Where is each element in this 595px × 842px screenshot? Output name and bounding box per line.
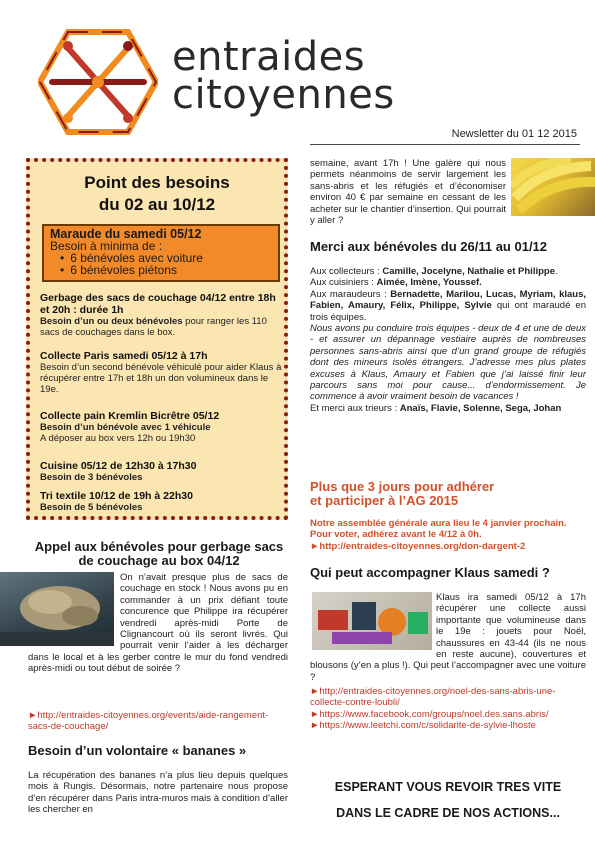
collecte-pain-title: Collecte pain Kremlin Bicrêtre 05/12 <box>40 410 220 422</box>
newsletter-date: Newsletter du 01 12 2015 <box>451 128 577 140</box>
gerbage-rest: pour ranger les 110 sacs de couchages dans le box. <box>40 316 267 338</box>
textile-title: Tri textile 10/12 de 19h à 22h30 <box>40 490 193 502</box>
trieurs-label: Et merci aux trieurs : <box>310 402 400 414</box>
maraude-list <box>50 252 272 276</box>
footer-line-1: ESPERANT VOUS REVOIR TRES VITE <box>334 780 562 794</box>
header-rule <box>310 144 580 145</box>
footer-line-2: DANS LE CADRE DE NOS ACTIONS... <box>336 806 560 820</box>
gerbage-item <box>40 292 284 338</box>
ag-text: Notre assemblée générale aura lieu le 4 janvier prochain. Pour voter, adhérez avant le 4/12 à 0h. <box>310 518 567 540</box>
gerbage-title: Gerbage des sacs de couchage 04/12 entre 18h et 20h : durée 1h <box>40 292 276 316</box>
maraude-title: Maraude du samedi 05/12 <box>50 227 202 241</box>
collecte-paris-item <box>40 350 284 395</box>
needs-title-1: Point des besoins <box>84 173 230 192</box>
ag-title-1: Plus que 3 jours pour adhérer <box>310 479 495 494</box>
bananas-photo <box>511 158 595 216</box>
collecteurs-names: Camille, Jocelyne, Nathalie et Philippe <box>382 266 555 277</box>
maraudeurs-rest: qui ont maraudé en trois équipes. <box>310 300 586 323</box>
bananes-text: La récupération des bananes n’a plus lieu depuis quelques mois à Rungis. Désormais, notre partenaire nous propose d’en récupérer dans Paris intra-muros mais à condition d’aller les chercher en <box>28 770 288 816</box>
collecteurs-label: Aux collecteurs : <box>310 266 383 277</box>
appel-title: Appel aux bénévoles pour gerbage sacs de couchage au box 04/12 <box>34 539 284 568</box>
maraude-subtitle: Besoin à minima de : <box>50 239 163 253</box>
brand-line-1: entraides <box>172 34 366 80</box>
collecte-pain-text: A déposer au box vers 12h ou 19h30 <box>40 433 196 444</box>
maraude-box <box>42 224 280 282</box>
brand-line-2: citoyennes <box>172 72 395 118</box>
bananes-continued: semaine, avant 17h ! Une galère qui nous permets néanmoins de servir largement les sans-abris et les réfugiés et d’économiser environ 40 € par semaine en cessant de les acheter sur le chantier d’insertion. Qui pourrait y aller ? <box>310 158 506 227</box>
textile-item <box>40 490 284 513</box>
trieurs-line <box>310 403 586 414</box>
collecte-paris-text: Besoin d’un second bénévole véhiculé pour aider Klaus à récupérer entre 17h et 18h un don volumineux dans le 19e. <box>40 362 282 395</box>
leetchi-link[interactable]: ►https://www.leetchi.com/c/solidarite-de-sylvie-lhoste <box>310 720 536 732</box>
collecte-pain-need: Besoin d’un bénévole avec 1 véhicule <box>40 422 211 433</box>
logo <box>38 28 158 136</box>
photo-spacer <box>310 592 436 652</box>
ag-title <box>310 480 590 508</box>
facebook-link[interactable]: ►https://www.facebook.com/groups/noel.des.sans.abris/ <box>310 708 549 720</box>
collecte-pain-item <box>40 410 284 444</box>
noel-link[interactable]: ►http://entraides-citoyennes.org/noel-des-sans-abris-une-collecte-contre-loubli/ <box>310 686 556 709</box>
list-item: • 6 bénévoles avec voiture <box>60 252 272 264</box>
textile-need: Besoin de 5 bénévoles <box>40 502 143 513</box>
cuisiniers-label: Aux cuisiniers : <box>310 277 377 289</box>
needs-title-2: du 02 au 10/12 <box>98 195 216 214</box>
needs-box <box>26 158 288 520</box>
klaus-text <box>310 592 586 683</box>
list-item: • 6 bénévoles piétons <box>60 264 272 276</box>
cuisine-item <box>40 460 284 483</box>
photo-spacer <box>28 572 120 648</box>
cuisiniers-names: Aimée, Imène, Youssef. <box>376 277 482 289</box>
appel-link[interactable]: ►http://entraides-citoyennes.org/events/aide-rangement-sacs-de-couchage/ <box>28 710 269 733</box>
ag-title-2: et participer à l’AG 2015 <box>310 493 459 508</box>
brand-name <box>172 34 395 118</box>
maraudeurs-label: Aux maraudeurs : <box>310 288 391 300</box>
collecteurs-line: Aux collecteurs : Camille, Jocelyne, Nathalie et Philippe. <box>310 266 558 277</box>
ag-link[interactable]: ►http://entraides-citoyennes.org/don-dargent-2 <box>310 541 526 552</box>
cuisine-need: Besoin de 3 bénévoles <box>40 472 143 483</box>
cuisiniers-line <box>310 277 586 288</box>
bananes-title: Besoin d’un volontaire « bananes » <box>28 743 247 758</box>
gerbage-need: Besoin d’un ou deux bénévoles <box>40 316 183 327</box>
maraudeurs-names: Bernadette, Marilou, Lucas, Myriam, klaus, Fabien, Amaury, Félix, Philippe, Sylvie <box>310 288 586 312</box>
klaus-title: Qui peut accompagner Klaus samedi ? <box>310 565 550 580</box>
cuisine-title: Cuisine 05/12 de 12h30 à 17h30 <box>40 460 197 472</box>
collecte-paris-title: Collecte Paris samedi 05/12 à 17h <box>40 350 208 362</box>
merci-italic: Nous avons pu conduire trois équipes - deux de 4 et une de deux - et assurer un dépannage vestiaire auprès de nombreuses personnes sans-abris ainsi que d’un grand groupe de réfugiés dont des mineurs isolés étrangers. J’adresse mes plus plates excuses à Klaus, Amaury et Fabien que j’ai laissé finir leur parcours sans moi pour cause... d’endormissement. Je commence à avoir vraiment besoin de vacances ! <box>310 323 586 403</box>
merci-text <box>310 266 586 414</box>
appel-text <box>28 572 288 722</box>
maraudeurs-line <box>310 289 586 323</box>
klaus-body: Klaus ira samedi 05/12 à 17h récupérer une collecte aussi importante que volumineuse dans le 19e : jouets pour Noël, chaussures en 43-44 (ils ne nous en reste aucune), couvertures et blousons (y’en a plus !). Qui peut l’accompagner avec une voiture ? <box>310 592 586 683</box>
merci-title: Merci aux bénévoles du 26/11 au 01/12 <box>310 239 548 254</box>
klaus-links <box>310 686 586 732</box>
appel-body: On n’avait presque plus de sacs de couchage en stock ! Nous avons pu en commander à un prix défiant toute concurence que Philippe ira récupérer vendredi après-midi Porte de Clignancourt où ils seront livrés. Qui pourrait venir l’aider à les décharger dans le local et à les gerber contre le mur du fond vendredi après-midi ou tout début de soirée ? <box>28 572 288 675</box>
trieurs-names: Anaïs, Flavie, Solenne, Sega, Johan <box>399 402 562 414</box>
